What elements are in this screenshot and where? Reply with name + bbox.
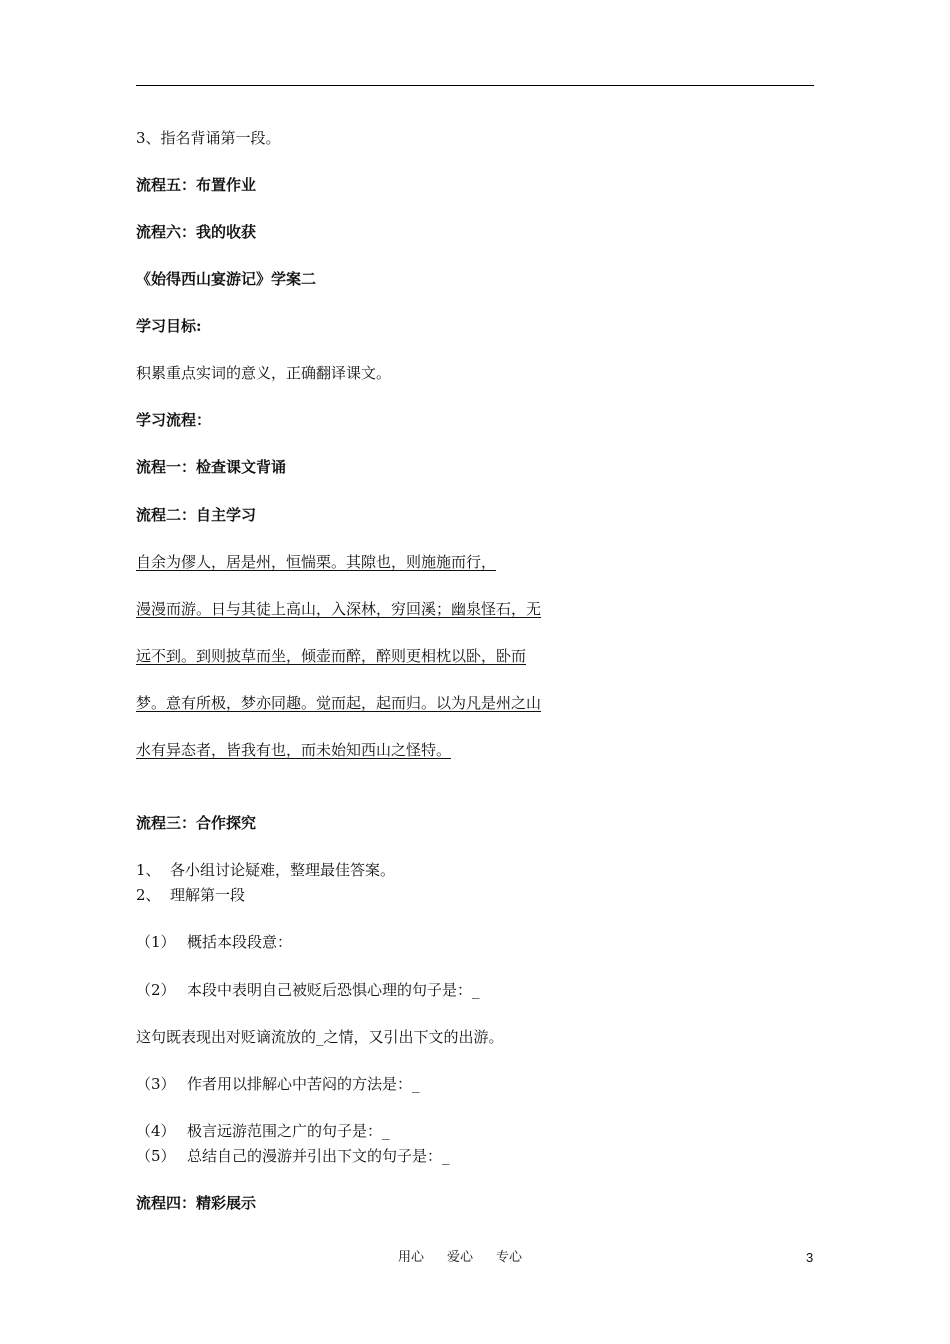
list-item-2 — [136, 886, 245, 904]
question-text: 总结自己的漫游并引出下文的句子是：_ — [187, 1147, 450, 1165]
heading-step-four: 流程四：精彩展示 — [136, 1194, 257, 1212]
question-number: （2） — [136, 981, 176, 999]
text-learning-goals: 积累重点实词的意义，正确翻译课文。 — [136, 364, 392, 382]
passage-line-5: 水有异态者，皆我有也，而未始知西山之怪特。 — [136, 741, 452, 759]
question-1 — [136, 933, 292, 951]
question-number: （5） — [136, 1147, 176, 1165]
question-4 — [136, 1122, 390, 1140]
header-rule — [136, 85, 814, 86]
question-2 — [136, 981, 480, 999]
list-text: 理解第一段 — [170, 886, 246, 904]
passage-line-1: 自余为僇人，居是州，恒惴栗。其隙也，则施施而行， — [136, 553, 497, 571]
heading-step-one: 流程一：检查课文背诵 — [136, 458, 287, 476]
heading-study-plan-two: 《始得西山宴游记》学案二 — [136, 270, 317, 288]
heading-learning-goals: 学习目标: — [136, 317, 202, 335]
passage-line-4: 梦。意有所极，梦亦同趣。觉而起，起而归。以为凡是州之山 — [136, 694, 542, 712]
footer-text-1: 用心 — [398, 1250, 425, 1265]
heading-step-five: 流程五：布置作业 — [136, 176, 257, 194]
heading-learning-process: 学习流程： — [136, 411, 212, 429]
list-number: 1、 — [136, 861, 161, 879]
question-number: （4） — [136, 1122, 176, 1140]
passage-line-2: 漫漫而游。日与其徒上高山，入深林，穷回溪；幽泉怪石，无 — [136, 600, 542, 618]
heading-step-three: 流程三：合作探究 — [136, 814, 257, 832]
question-5 — [136, 1147, 450, 1165]
question-number: （1） — [136, 933, 176, 951]
heading-step-six: 流程六：我的收获 — [136, 223, 257, 241]
footer-text-2: 爱心 — [447, 1250, 474, 1265]
question-text: 概括本段段意： — [187, 933, 293, 951]
question-2-continued: 这句既表现出对贬谪流放的_之情，又引出下文的出游。 — [136, 1028, 504, 1046]
list-number: 2、 — [136, 886, 161, 904]
list-text: 各小组讨论疑难，整理最佳答案。 — [170, 861, 396, 879]
question-text: 极言远游范围之广的句子是：_ — [187, 1122, 390, 1140]
text-recite-first-paragraph: 3、指名背诵第一段。 — [136, 129, 281, 147]
question-number: （3） — [136, 1075, 176, 1093]
list-item-1 — [136, 861, 395, 879]
question-3 — [136, 1075, 420, 1093]
question-text: 本段中表明自己被贬后恐惧心理的句子是：_ — [187, 981, 480, 999]
page-number: 3 — [806, 1250, 814, 1265]
footer-text-3: 专心 — [496, 1250, 523, 1265]
heading-step-two: 流程二：自主学习 — [136, 506, 257, 524]
passage-line-3: 远不到。到则披草而坐，倾壶而醉，醉则更相枕以卧，卧而 — [136, 647, 527, 665]
question-text: 作者用以排解心中苦闷的方法是：_ — [187, 1075, 420, 1093]
